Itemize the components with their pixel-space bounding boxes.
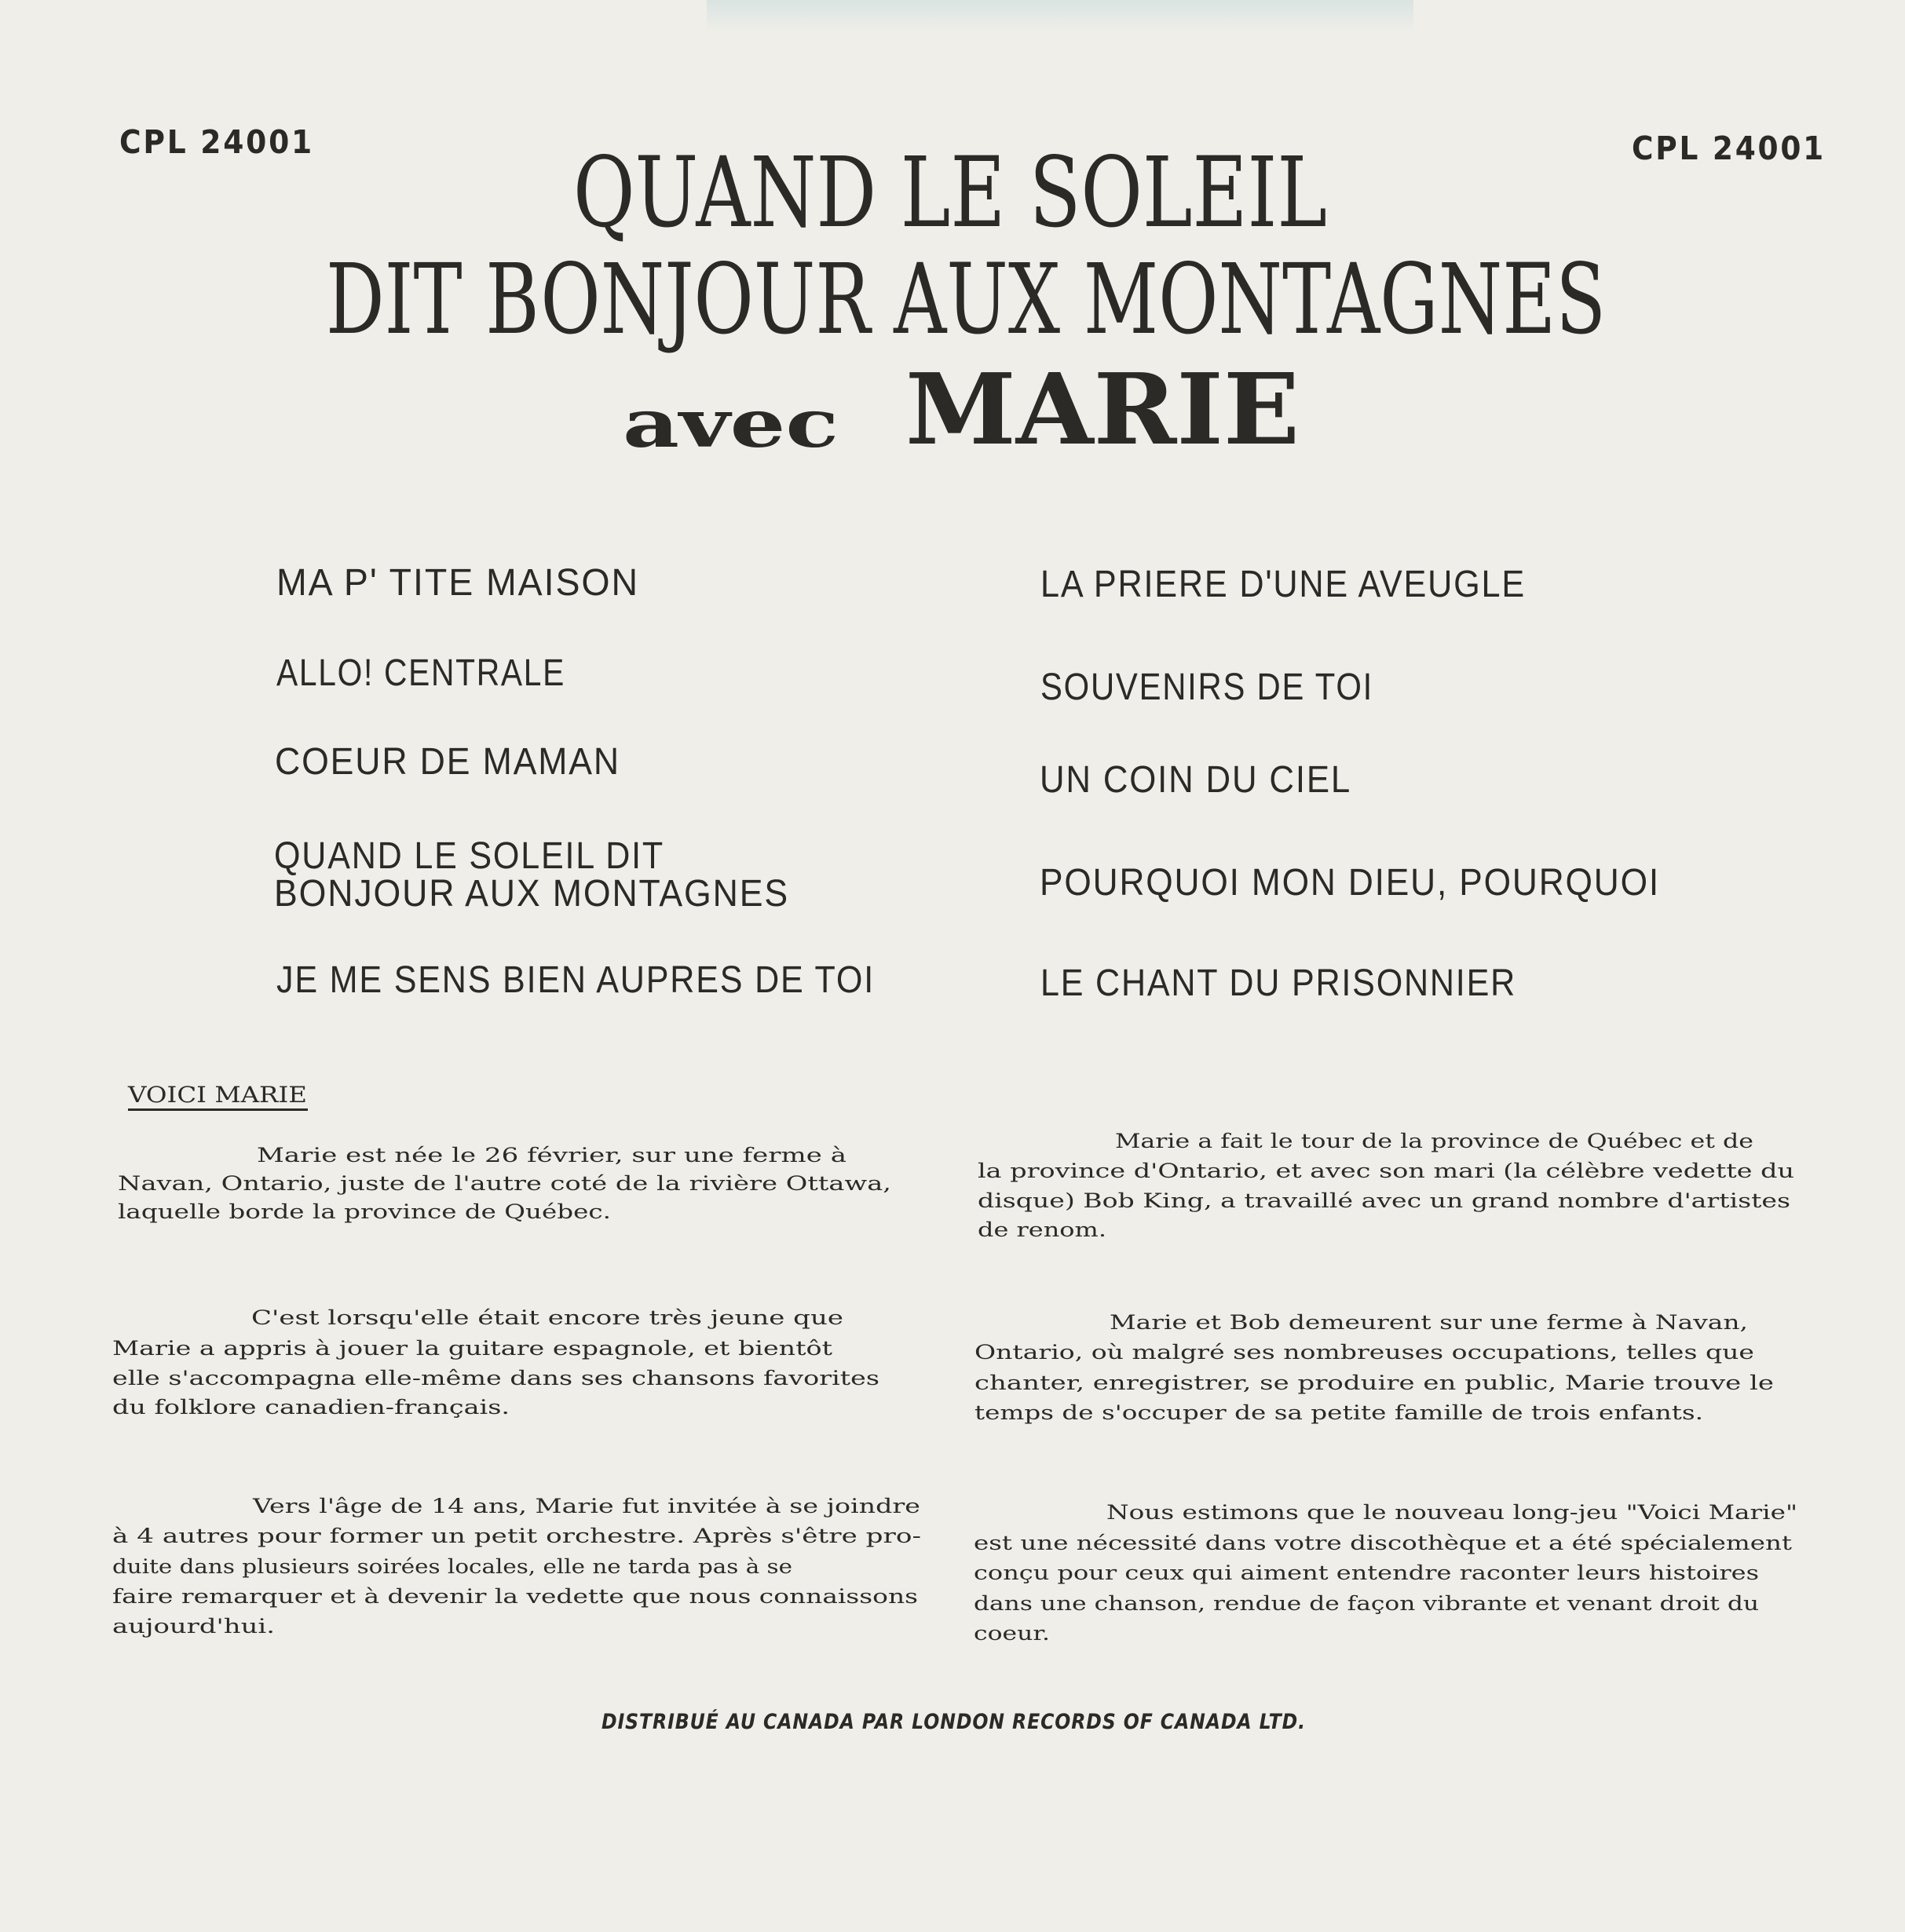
- bio-line-text: Marie a fait le tour de la province de Québec et de: [1115, 1130, 1753, 1152]
- bio-heading: [128, 1082, 307, 1108]
- bio-line: [118, 1172, 891, 1195]
- album-title-line-2: [326, 243, 1905, 356]
- bio-line: [1106, 1501, 1797, 1524]
- bio-heading-underline: [128, 1108, 308, 1111]
- bio-line: [253, 1495, 920, 1517]
- bio-line-text: Marie et Bob demeurent sur une ferme à Navan,: [1110, 1311, 1748, 1334]
- track-6: [1040, 566, 1580, 604]
- bio-line-text: dans une chanson, rendue de façon vibrante et venant droit du: [974, 1592, 1759, 1615]
- track-title: UN COIN DU CIEL: [1040, 759, 1351, 801]
- bio-line-text: faire remarquer et à devenir la vedette que nous connaissons: [112, 1585, 918, 1608]
- bio-line: [112, 1525, 921, 1547]
- track-title: ALLO! CENTRALE: [276, 652, 565, 694]
- bio-line-text: du folklore canadien-français.: [112, 1396, 510, 1419]
- bio-line-text: est une nécessité dans votre discothèque et a été spécialement: [974, 1532, 1792, 1554]
- track-4-continued: [274, 875, 828, 913]
- track-7: [1040, 669, 1422, 707]
- bio-line-text: aujourd'hui.: [112, 1615, 275, 1638]
- track-title: POURQUOI MON DIEU, POURQUOI: [1040, 862, 1660, 904]
- paper-stain: [707, 0, 1413, 31]
- album-title-line-2-text: DIT BONJOUR AUX MONTAGNES: [326, 243, 1606, 356]
- track-4: [274, 835, 709, 877]
- track-title-line-2: BONJOUR AUX MONTAGNES: [274, 873, 789, 915]
- bio-line-text: conçu pour ceux qui aiment entendre raconter leurs histoires: [974, 1561, 1759, 1584]
- bio-line-text: elle s'accompagna elle-même dans ses chansons favorites: [112, 1367, 879, 1390]
- track-10: [1040, 962, 1570, 1004]
- track-2: [276, 652, 616, 694]
- avec-label: [623, 385, 839, 462]
- avec-text: avec: [623, 385, 839, 462]
- bio-line-text: la province d'Ontario, et avec son mari (la célèbre vedette du: [978, 1160, 1794, 1182]
- bio-line-text: laquelle borde la province de Québec.: [118, 1200, 611, 1223]
- bio-line-text: de renom.: [978, 1218, 1106, 1241]
- track-title-line-1: QUAND LE SOLEIL DIT: [274, 835, 664, 877]
- bio-line-text: C'est lorsqu'elle était encore très jeune que: [251, 1306, 843, 1329]
- bio-line-text: temps de s'occuper de sa petite famille de trois enfants.: [974, 1401, 1703, 1424]
- catalog-number-right-text: CPL 24001: [1632, 130, 1826, 167]
- bio-line: [974, 1622, 1050, 1645]
- bio-line-text: à 4 autres pour former un petit orchestre. Après s'être pro-: [112, 1525, 921, 1547]
- bio-heading-text: VOICI MARIE: [128, 1082, 307, 1108]
- track-5: [276, 959, 942, 1001]
- track-title: MA P' TITE MAISON: [276, 562, 639, 604]
- bio-line: [974, 1371, 1774, 1394]
- bio-line: [974, 1561, 1759, 1584]
- bio-line: [112, 1615, 275, 1638]
- bio-line: [974, 1592, 1759, 1615]
- track-3: [275, 743, 646, 781]
- track-8: [1040, 761, 1381, 799]
- track-title: LE CHANT DU PRISONNIER: [1040, 962, 1516, 1004]
- bio-line: [257, 1144, 846, 1167]
- bio-line: [112, 1555, 792, 1578]
- bio-line-text: Ontario, où malgré ses nombreuses occupations, telles que: [974, 1341, 1754, 1364]
- bio-line: [112, 1367, 879, 1390]
- bio-line-text: Marie a appris à jouer la guitare espagnole, et bientôt: [112, 1337, 832, 1360]
- bio-line-text: Marie est née le 26 février, sur une ferme à: [257, 1144, 846, 1167]
- bio-line: [112, 1337, 832, 1360]
- bio-line-text: Nous estimons que le nouveau long-jeu "Voici Marie": [1106, 1501, 1797, 1524]
- catalog-number-left-text: CPL 24001: [119, 123, 314, 161]
- bio-line: [1115, 1130, 1753, 1152]
- catalog-number-left: [119, 123, 331, 161]
- bio-line-text: disque) Bob King, a travaillé avec un grand nombre d'artistes: [978, 1189, 1790, 1212]
- bio-line: [978, 1218, 1106, 1241]
- bio-line: [974, 1532, 1792, 1554]
- artist-name: [905, 352, 1300, 467]
- bio-line: [974, 1401, 1703, 1424]
- bio-line: [1110, 1311, 1748, 1334]
- track-1: [276, 564, 651, 602]
- track-9: [1040, 864, 1713, 902]
- bio-line: [112, 1396, 510, 1419]
- bio-line: [978, 1160, 1794, 1182]
- track-title: LA PRIERE D'UNE AVEUGLE: [1040, 564, 1526, 605]
- bio-line-text: Vers l'âge de 14 ans, Marie fut invitée à se joindre: [253, 1495, 920, 1517]
- distributor-credit-text: DISTRIBUÉ AU CANADA PAR LONDON RECORDS OF CANADA LTD.: [601, 1710, 1306, 1734]
- bio-line-text: Navan, Ontario, juste de l'autre coté de la rivière Ottawa,: [118, 1172, 891, 1195]
- bio-line-text: coeur.: [974, 1622, 1050, 1645]
- bio-line: [118, 1200, 611, 1223]
- bio-line: [974, 1341, 1754, 1364]
- distributor-credit: [601, 1711, 1407, 1733]
- catalog-number-right: [1632, 130, 1844, 167]
- artist-name-text: MARIE: [905, 352, 1300, 467]
- album-title-line-1-text: QUAND LE SOLEIL: [573, 137, 1327, 250]
- bio-line-text: chanter, enregistrer, se produire en public, Marie trouve le: [974, 1371, 1774, 1394]
- track-title: JE ME SENS BIEN AUPRES DE TOI: [276, 959, 875, 1001]
- bio-line: [112, 1585, 918, 1608]
- bio-line: [978, 1189, 1790, 1212]
- track-title: SOUVENIRS DE TOI: [1040, 667, 1373, 708]
- bio-line: [251, 1306, 843, 1329]
- bio-line-text: duite dans plusieurs soirées locales, elle ne tarda pas à se: [112, 1555, 792, 1578]
- album-title-line-1: [573, 137, 1548, 250]
- track-title: COEUR DE MAMAN: [275, 741, 620, 783]
